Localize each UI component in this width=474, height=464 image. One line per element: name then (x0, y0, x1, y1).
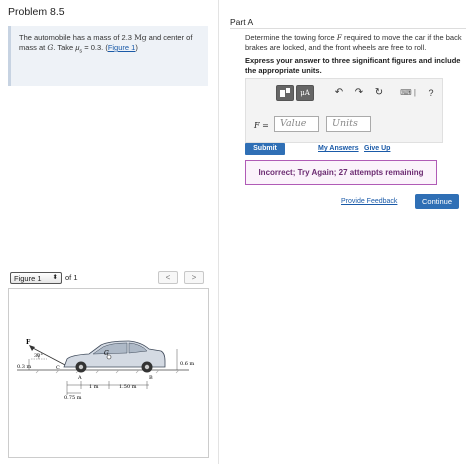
close-paren: ) (135, 43, 138, 52)
point-c-label: C (56, 365, 60, 371)
updown-arrows-icon: ⬍ (52, 274, 58, 281)
chevron-right-icon: > (191, 273, 197, 282)
problem-text-before: The automobile has a mass of 2.3 (19, 33, 135, 42)
problem-statement (8, 26, 208, 86)
question-variable: F (336, 33, 342, 42)
part-divider (230, 28, 466, 29)
question-part-2: required to move the car if the back brakes are locked, and the front wheels are free to roll. (245, 33, 462, 52)
question-pane (226, 0, 474, 464)
figure-select[interactable] (10, 272, 62, 284)
mu-symbol: μ (75, 43, 80, 52)
value-input[interactable]: Value (274, 116, 319, 132)
height-g-label: 0.6 m (180, 361, 195, 367)
keyboard-icon[interactable]: ⌨ | (400, 88, 416, 97)
pane-divider (218, 0, 219, 464)
dist-1-label: 1 m (89, 384, 99, 390)
figure-link[interactable]: Figure 1 (107, 43, 136, 52)
car-figure (9, 289, 208, 457)
answer-instruction: Express your answer to three significant figures and include the appropriate units. (245, 56, 461, 75)
templates-icon (280, 90, 285, 97)
units-input[interactable]: Units (326, 116, 371, 132)
undo-icon[interactable]: ↶ (334, 87, 344, 98)
chevron-left-icon: < (165, 273, 171, 282)
dist-3-label: 0.75 m (64, 395, 82, 401)
question-part-1: Determine the towing force (245, 33, 337, 42)
problem-text-take: . Take (53, 43, 76, 52)
point-a-label: A (78, 375, 82, 381)
figure-navigation (10, 272, 210, 286)
mass-unit: Mg (134, 33, 147, 42)
problem-text-mid: and center of mass at (19, 33, 193, 52)
provide-feedback-link[interactable]: Provide Feedback (341, 198, 398, 205)
center-symbol: G (47, 43, 54, 52)
figure-count: of 1 (65, 273, 78, 282)
feedback-message: Incorrect; Try Again; 27 attempts remaining (245, 160, 437, 185)
figure-frame (8, 288, 209, 458)
angle-label: 30° (34, 353, 43, 359)
dist-2-label: 1.50 m (119, 384, 137, 390)
mu-value: = 0.3. ( (82, 43, 108, 52)
problem-title: Problem 8.5 (8, 6, 65, 18)
templates-button[interactable] (276, 85, 294, 101)
question-text (245, 33, 465, 52)
previous-figure-button[interactable] (158, 271, 178, 284)
part-title: Part A (230, 17, 254, 27)
greek-symbols-button[interactable]: μA (296, 85, 314, 101)
mu-subscript: s (79, 48, 83, 55)
force-label: F (26, 339, 31, 346)
give-up-link[interactable]: Give Up (364, 145, 391, 152)
next-figure-button[interactable] (184, 271, 204, 284)
submit-button[interactable]: Submit (245, 143, 285, 155)
point-b-label: B (149, 375, 153, 381)
my-answers-link[interactable]: My Answers (318, 145, 359, 152)
answer-box (245, 78, 443, 143)
reset-icon[interactable]: ↻ (374, 87, 384, 98)
help-icon[interactable]: ? (428, 88, 434, 98)
continue-button[interactable]: Continue (415, 194, 459, 209)
answer-variable-label: F = (254, 121, 269, 130)
height-ground-label: 0.3 m (17, 364, 32, 370)
redo-icon[interactable]: ↷ (354, 87, 364, 98)
figure-select-value: Figure 1 (14, 274, 42, 283)
point-g-label: G (104, 350, 109, 357)
